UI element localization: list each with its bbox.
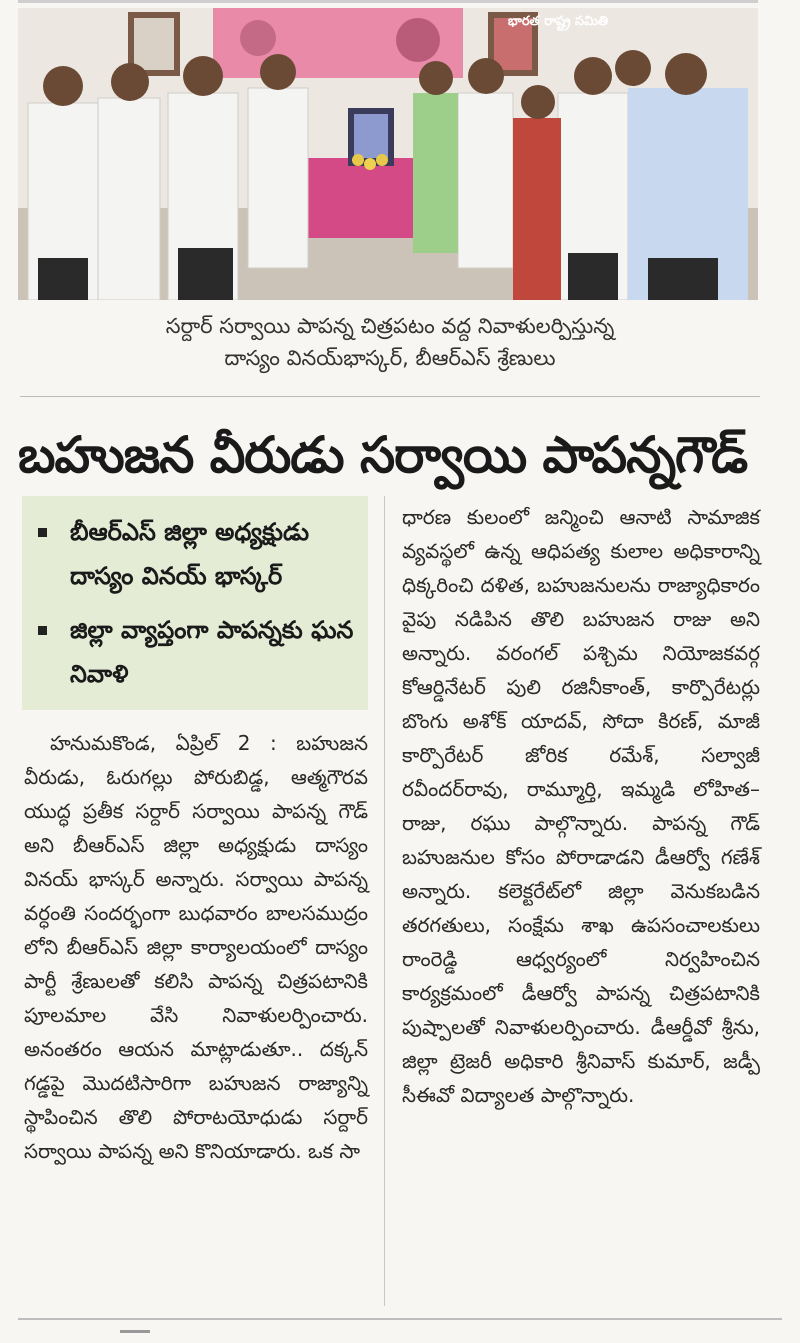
table-cloth	[308, 158, 418, 238]
banner-text: భారత రాష్ట్ర సమితి	[507, 14, 609, 29]
article-headline: బహుజన వీరుడు సర్వాయి పాపన్నగౌడ్	[18, 426, 748, 484]
caption-line-2: దాస్యం వినయ్‌భాస్కర్, బీఆర్ఎస్ శ్రేణులు	[224, 346, 556, 370]
article-body-left-column: హనుమకొండ, ఏప్రిల్ 2 : బహుజన వీరుడు, ఓరుగల్లు పోరుబిడ్డ, ఆత్మగౌరవ యుద్ధ ప్రతీక సర్దార్ సర్వాయి పాపన్న గౌడ్ అని బీఆర్ఎస్ జిల్లా అధ్యక్షుడు దాస్యం వినయ్ భాస్కర్ అన్నారు. సర్వాయి పాపన్న వర్ధంతి సందర్భంగా బుధవారం బాలసముద్రం లోని బీఆర్ఎస్ జిల్లా కార్యాలయంలో దాస్యం పార్టీ శ్రేణులతో కలిసి పాపన్న చిత్రపటానికి పూలమాల వేసి నివాళులర్పించారు. అనంతరం ఆయన మాట్లాడుతూ.. దక్కన్ గడ్డపై మొదటిసారిగా బహుజన రాజ్యాన్ని స్థాపించిన తొలి పోరాటయోధుడు సర్దార్ సర్వాయి పాపన్న అని కొనియాడారు. ఒక సా	[24, 731, 368, 1163]
highlight-text: బీఆర్ఎస్ జిల్లా అధ్యక్షుడు దాస్యం వినయ్ భాస్కర్	[70, 518, 310, 590]
caption-divider	[20, 396, 760, 397]
group-photo-illustration	[18, 8, 758, 300]
column-divider	[384, 496, 385, 1306]
highlight-text: జిల్లా వ్యాప్తంగా పాపన్నకు ఘన నివాళి	[70, 616, 354, 688]
bottom-rule	[18, 1318, 782, 1320]
bottom-mark	[120, 1330, 150, 1333]
photo-caption	[20, 310, 760, 374]
top-rule	[18, 0, 758, 3]
news-photo	[18, 8, 758, 300]
highlights-box	[22, 496, 368, 710]
square-bullet-icon	[38, 626, 47, 635]
square-bullet-icon	[38, 528, 47, 537]
article-body-right-column: ధారణ కులంలో జన్మించి ఆనాటి సామాజిక వ్యవస్థలో ఉన్న ఆధిపత్య కులాల అధికారాన్ని ధిక్కరించి దళిత, బహుజనులను రాజ్యాధికారం వైపు నడిపిన తొలి బహుజన రాజు అని అన్నారు. వరంగల్ పశ్చిమ నియోజకవర్గ కోఆర్డినేటర్ పులి రజినీకాంత్, కార్పొరేటర్లు బొంగు అశోక్ యాదవ్, సోదా కిరణ్, మాజీ కార్పొరేటర్ జోరిక రమేశ్, సల్వాజీ రవీందర్‌రావు, రామ్మూర్తి, ఇమ్మడి లోహిత–రాజు, రఘు పాల్గొన్నారు. పాపన్న గౌడ్ బహుజనుల కోసం పోరాడాడని డీఆర్వో గణేశ్ అన్నారు. కలెక్టరేట్‌లో జిల్లా వెనుకబడిన తరగతులు, సంక్షేమ శాఖ ఉపసంచాలకులు రాంరెడ్డి ఆధ్వర్యంలో నిర్వహించిన కార్యక్రమంలో డీఆర్వో పాపన్న చిత్రపటానికి పుష్పాలతో నివాళులర్పించారు. డీఆర్డీవో శ్రీను, జిల్లా ట్రెజరీ అధికారి శ్రీనివాస్ కుమార్, జడ్పీ సీఈవో విద్యాలత పాల్గొన్నారు.	[402, 505, 760, 1107]
highlight-item	[38, 608, 360, 696]
highlight-item	[38, 510, 360, 598]
caption-line-1: సర్దార్ సర్వాయి పాపన్న చిత్రపటం వద్ద నివాళులర్పిస్తున్న	[165, 314, 615, 338]
